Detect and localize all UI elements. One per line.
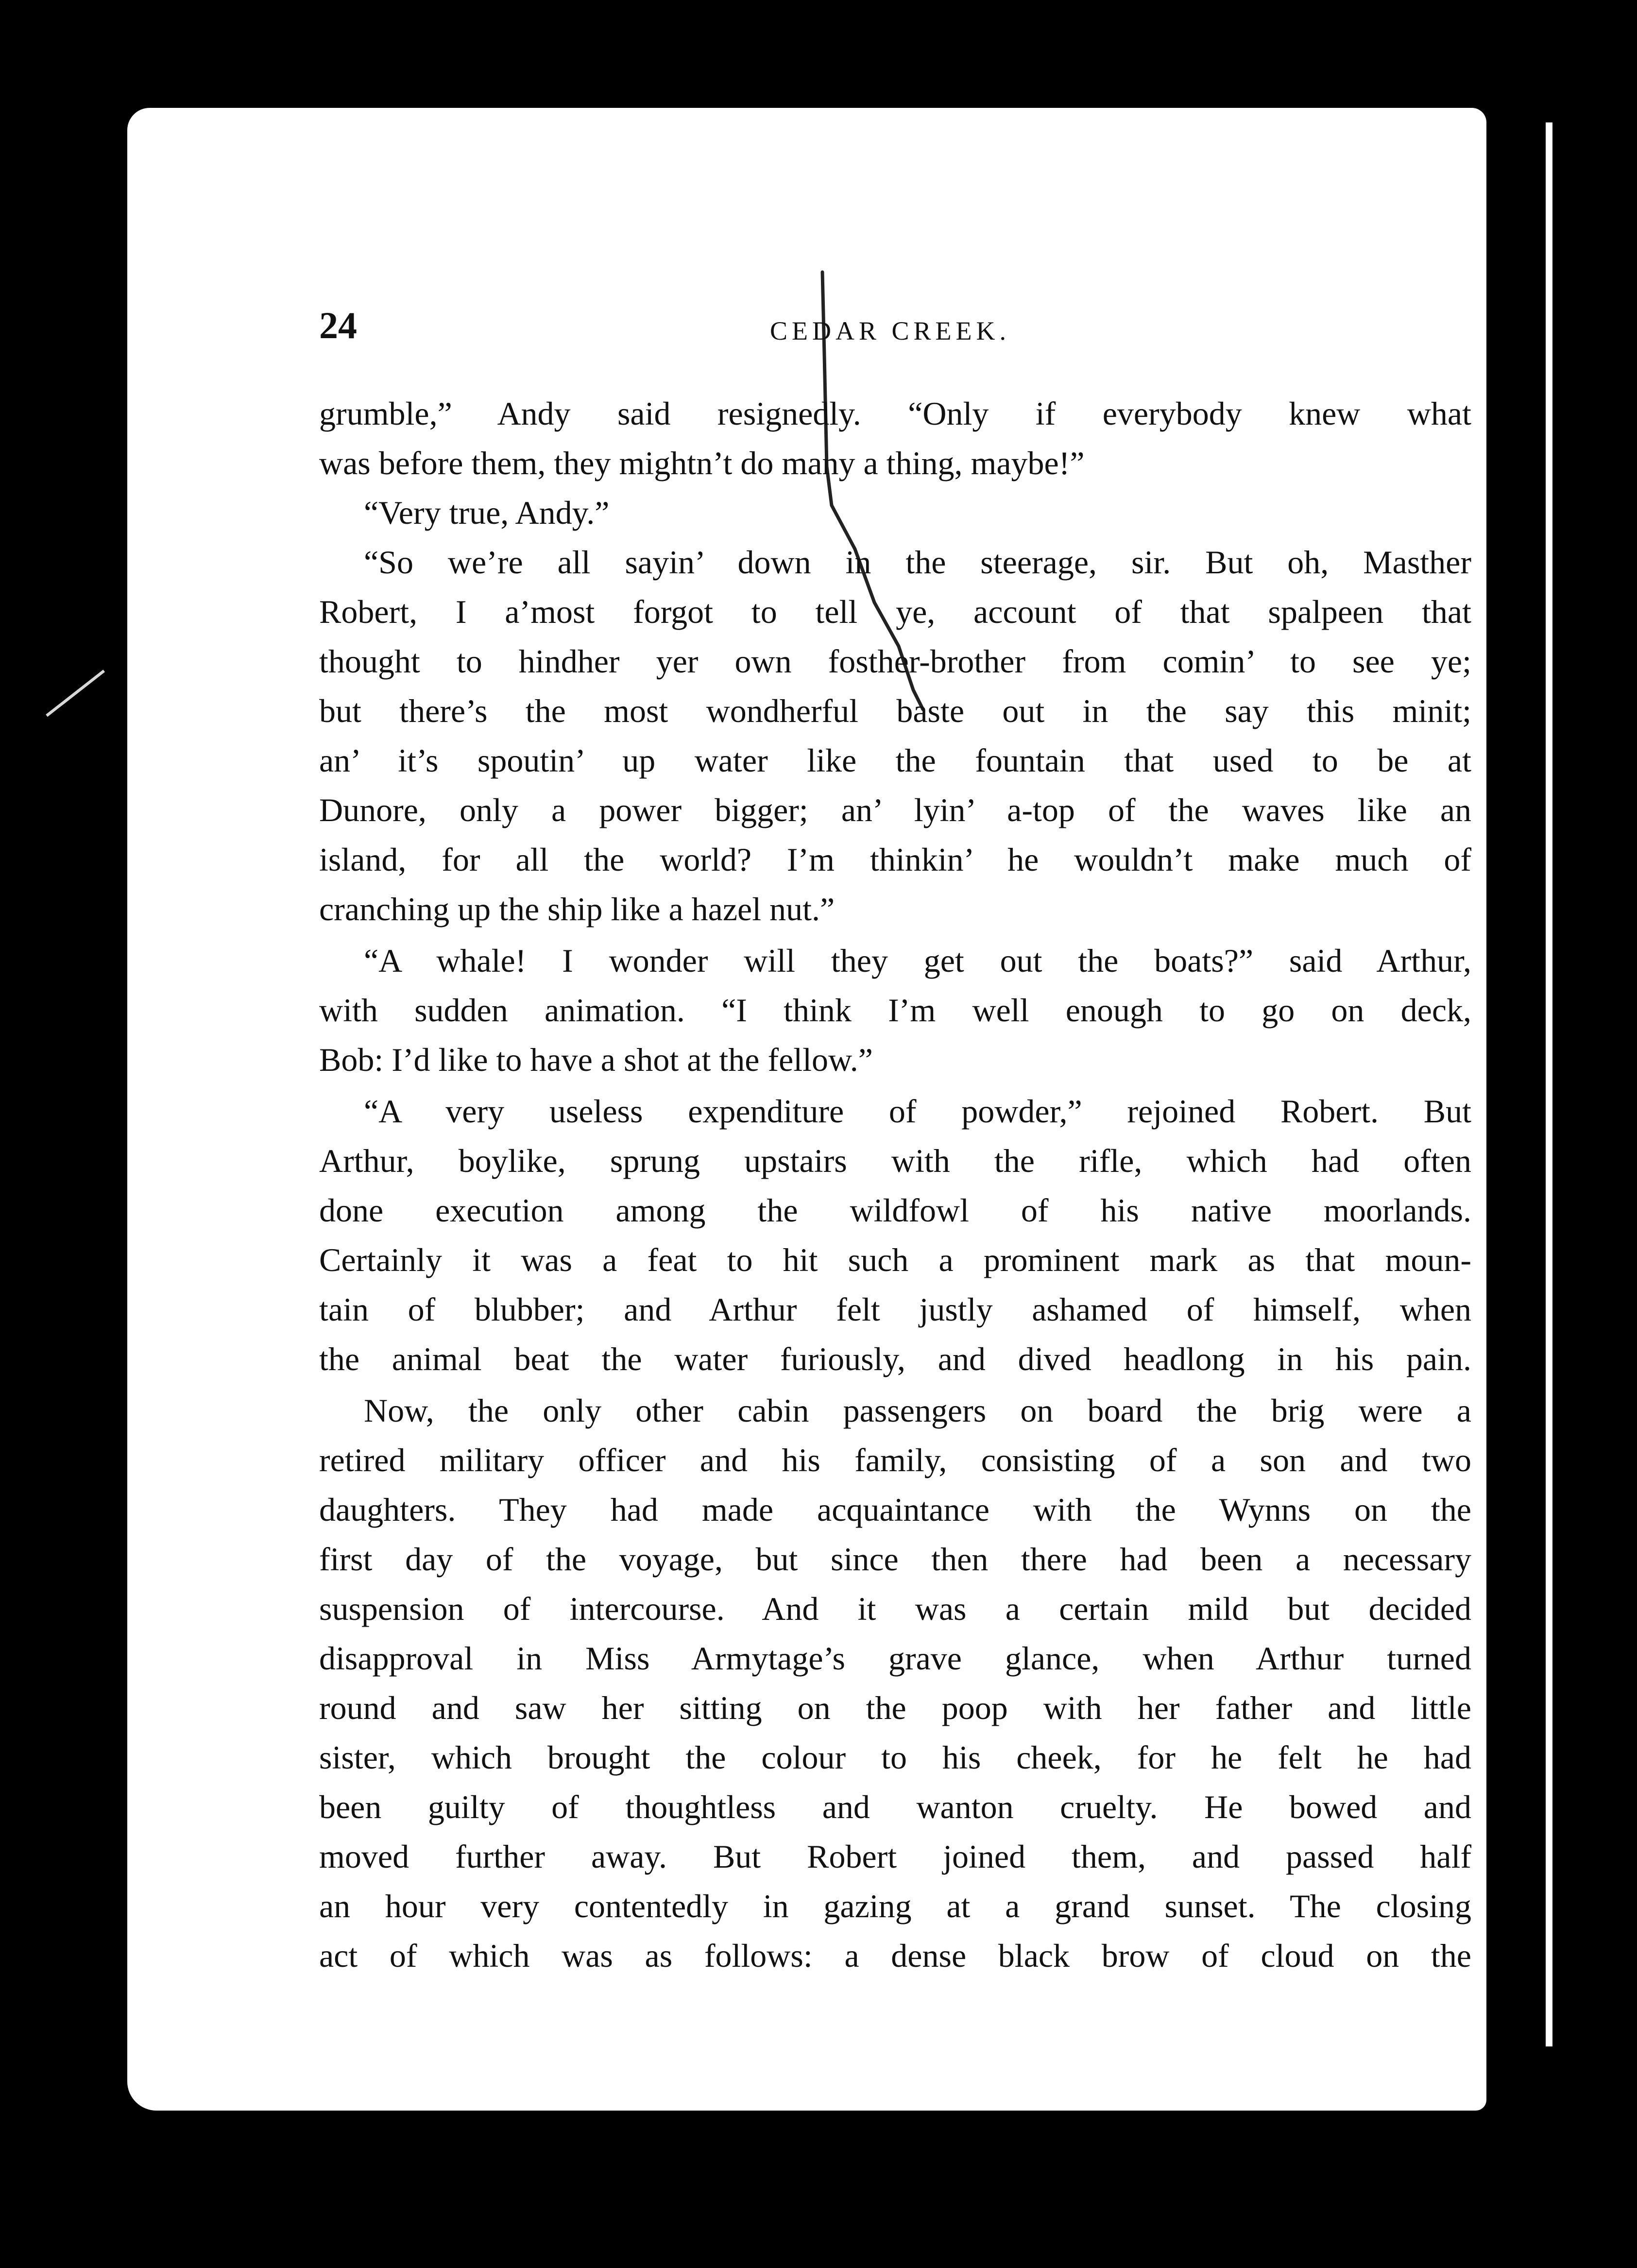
page-number: 24 <box>319 304 357 346</box>
text-line: “A whale! I wonder will they get out the boats?” said Arthur, <box>364 942 1471 979</box>
text-line: been guilty of thoughtless and wanton cruelty. He bowed and <box>319 1788 1471 1825</box>
text-line: “So we’re all sayin’ down in the steerage, sir. But oh, Masther <box>364 544 1471 581</box>
adjacent-page-edge <box>1546 122 1552 2046</box>
page-header <box>319 301 1485 355</box>
text-line: but there’s the most wondherful baste out in the say this minit; <box>319 692 1471 729</box>
text-line: grumble,” Andy said resignedly. “Only if everybody knew what <box>319 395 1471 432</box>
text-line: thought to hindher yer own fosther-brother from comin’ to see ye; <box>319 643 1471 680</box>
text-line: Now, the only other cabin passengers on board the brig were a <box>364 1392 1471 1429</box>
text-line: an’ it’s spoutin’ up water like the fountain that used to be at <box>319 742 1471 779</box>
text-line: cranching up the ship like a hazel nut.” <box>319 891 835 928</box>
body-text <box>319 389 1471 1980</box>
text-line: was before them, they mightn’t do many a thing, maybe!” <box>319 445 1085 481</box>
text-line: the animal beat the water furiously, and dived headlong in his pain. <box>319 1340 1471 1377</box>
text-line: with sudden animation. “I think I’m well enough to go on deck, <box>319 992 1471 1029</box>
text-line: first day of the voyage, but since then there had been a necessary <box>319 1541 1471 1578</box>
text-line: “Very true, Andy.” <box>364 494 610 531</box>
text-line: retired military officer and his family, consisting of a son and two <box>319 1442 1471 1478</box>
text-line: suspension of intercourse. And it was a certain mild but decided <box>319 1590 1471 1627</box>
text-line: Certainly it was a feat to hit such a prominent mark as that moun- <box>319 1241 1471 1278</box>
text-line: Arthur, boylike, sprung upstairs with the rifle, which had often <box>319 1142 1471 1179</box>
text-line: “A very useless expenditure of powder,” rejoined Robert. But <box>364 1093 1471 1130</box>
text-line: done execution among the wildfowl of his native moorlands. <box>319 1192 1471 1229</box>
text-line: an hour very contentedly in gazing at a grand sunset. The closing <box>319 1888 1471 1924</box>
text-line: disapproval in Miss Armytage’s grave glance, when Arthur turned <box>319 1640 1471 1677</box>
text-line: Dunore, only a power bigger; an’ lyin’ a-top of the waves like an <box>319 791 1471 828</box>
text-line: island, for all the world? I’m thinkin’ he wouldn’t make much of <box>319 841 1471 878</box>
text-line: round and saw her sitting on the poop with her father and little <box>319 1689 1471 1726</box>
text-line: tain of blubber; and Arthur felt justly ashamed of himself, when <box>319 1291 1471 1328</box>
text-line: daughters. They had made acquaintance with the Wynns on the <box>319 1491 1471 1528</box>
scan-artifact-mark <box>46 670 105 717</box>
text-line: act of which was as follows: a dense black brow of cloud on the <box>319 1937 1471 1974</box>
text-line: Robert, I a’most forgot to tell ye, account of that spalpeen that <box>319 593 1471 630</box>
text-line: moved further away. But Robert joined them, and passed half <box>319 1838 1471 1875</box>
running-head: CEDAR CREEK. <box>770 316 1011 345</box>
text-line: sister, which brought the colour to his cheek, for he felt he had <box>319 1739 1471 1776</box>
text-line: Bob: I’d like to have a shot at the fellow.” <box>319 1041 873 1078</box>
